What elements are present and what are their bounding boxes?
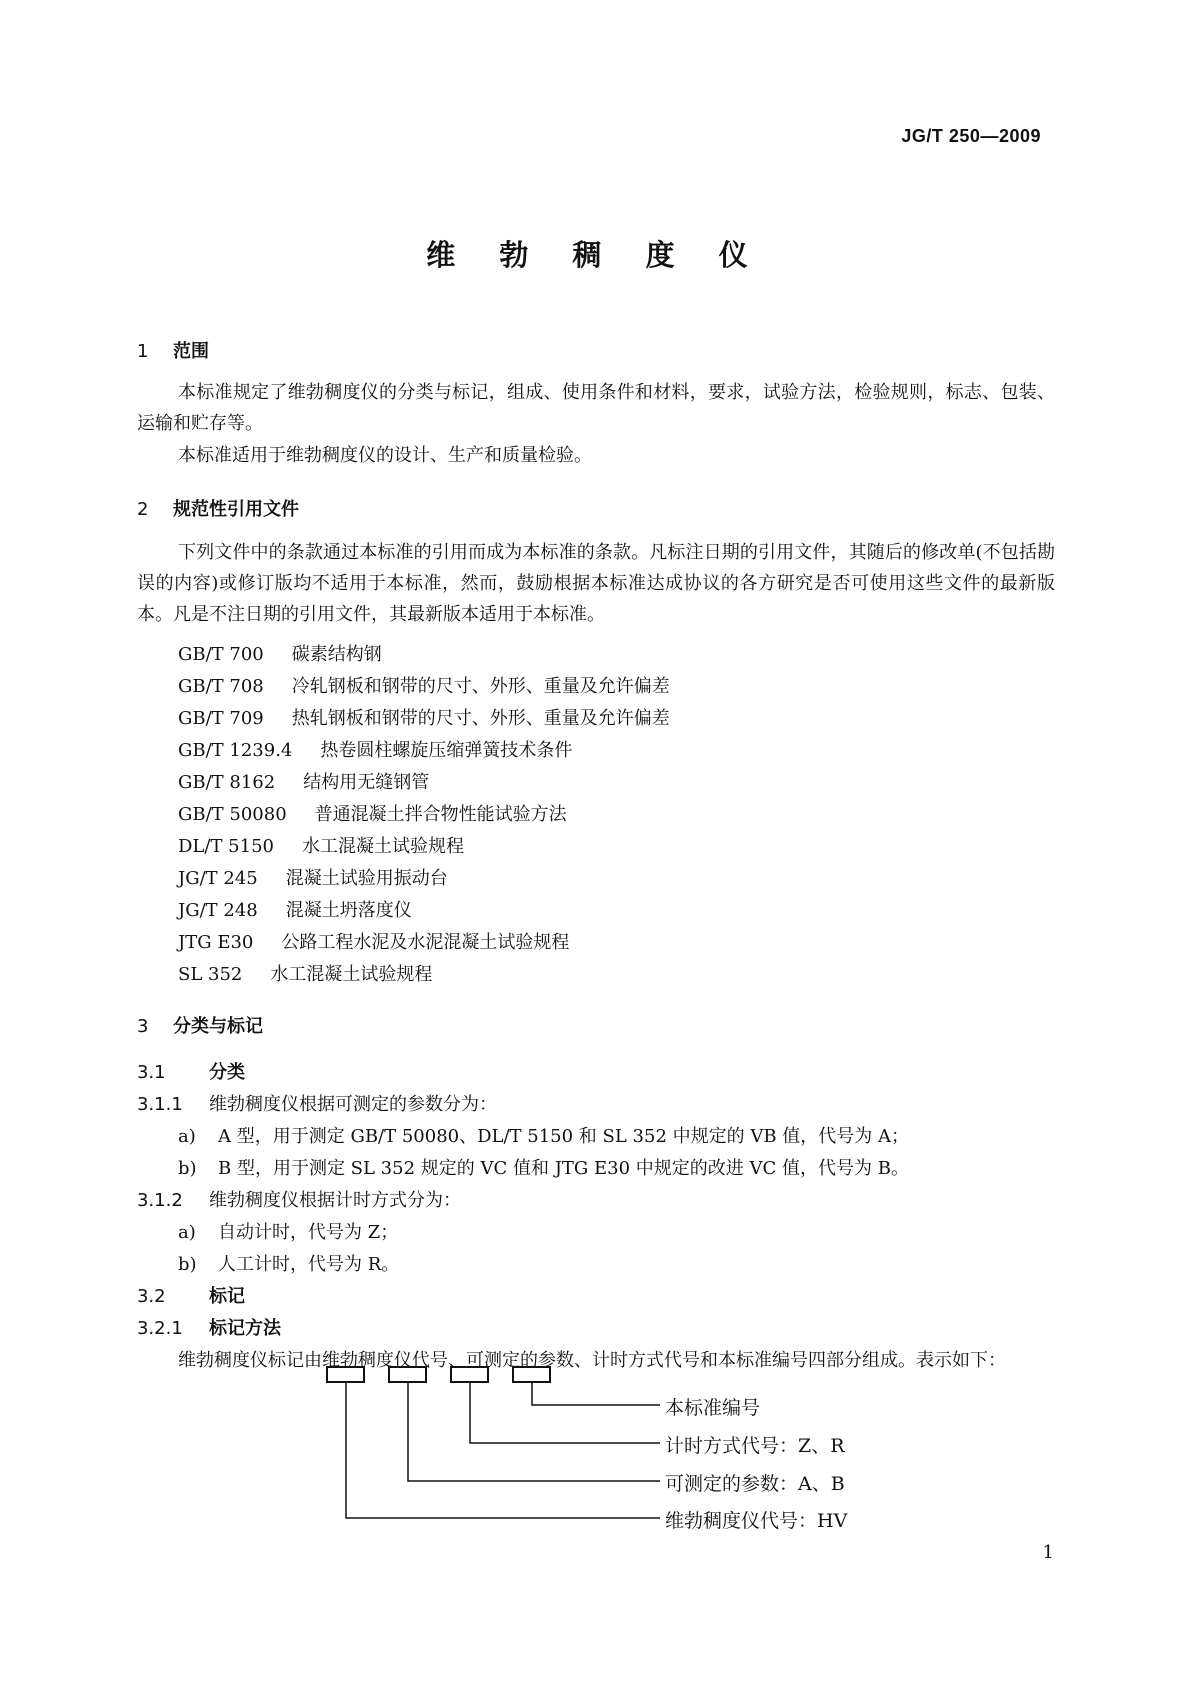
list-label: a)	[178, 1126, 196, 1147]
reference-code: GB/T 700	[178, 644, 264, 665]
clause-number: 3.2.1	[137, 1318, 183, 1339]
subsection-title: 分类	[209, 1062, 245, 1083]
section-title: 规范性引用文件	[173, 499, 299, 520]
leader-line-4	[532, 1382, 660, 1405]
section-2-paragraph: 下列文件中的条款通过本标准的引用而成为本标准的条款。凡标注日期的引用文件，其随后的修改单(不包括勘误的内容)或修订版均不适用于本标准，然而，鼓励根据本标准达成协议的各方研究是否可使用这些文件的最新版本。凡是不注日期的引用文件，其最新版本适用于本标准。	[137, 542, 1055, 625]
code-box-1	[327, 1367, 364, 1382]
clause-text: 维勃稠度仪根据可测定的参数分为：	[209, 1094, 497, 1115]
reference-name: 普通混凝土拌合物性能试验方法	[314, 804, 567, 825]
subsection-title: 标记	[209, 1286, 245, 1307]
page-number: 1	[1042, 1542, 1054, 1563]
list-label: a)	[178, 1222, 196, 1243]
code-box-4	[513, 1367, 550, 1382]
subsection-number: 3.1	[137, 1062, 166, 1083]
reference-code: JTG E30	[178, 932, 254, 953]
marking-description: 维勃稠度仪标记由维勃稠度仪代号、可测定的参数、计时方式代号和本标准编号四部分组成。表示如下：	[178, 1350, 1006, 1371]
section-number: 2	[137, 499, 149, 520]
reference-code: SL 352	[178, 964, 243, 985]
reference-code: GB/T 709	[178, 708, 264, 729]
reference-code: JG/T 248	[178, 900, 258, 921]
clause-text: 维勃稠度仪根据计时方式分为：	[209, 1190, 461, 1211]
leader-line-3	[470, 1382, 660, 1443]
reference-code: JG/T 245	[178, 868, 258, 889]
code-box-3	[451, 1367, 488, 1382]
diagram-label-standard-number: 本标准编号	[665, 1397, 761, 1419]
leader-line-2	[408, 1382, 660, 1481]
reference-code: GB/T 1239.4	[178, 740, 293, 761]
reference-name: 结构用无缝钢管	[303, 772, 430, 793]
reference-code: GB/T 50080	[178, 804, 287, 825]
section-1-paragraph-2: 本标准适用于维勃稠度仪的设计、生产和质量检验。	[178, 445, 592, 466]
clause-title: 标记方法	[209, 1318, 281, 1339]
section-number: 3	[137, 1016, 149, 1037]
list-text: A 型，用于测定 GB/T 50080、DL/T 5150 和 SL 352 中规定的 VB 值，代号为 A；	[218, 1126, 910, 1147]
reference-name: 混凝土试验用振动台	[285, 868, 448, 889]
diagram-label-timing-code: 计时方式代号：Z、R	[665, 1435, 845, 1457]
reference-name: 水工混凝土试验规程	[270, 964, 433, 985]
reference-code: GB/T 8162	[178, 772, 276, 793]
list-label: b)	[178, 1254, 197, 1275]
section-title: 分类与标记	[173, 1016, 263, 1037]
reference-name: 冷轧钢板和钢带的尺寸、外形、重量及允许偏差	[291, 676, 670, 697]
reference-code: DL/T 5150	[178, 836, 274, 857]
diagram-label-parameter: 可测定的参数：A、B	[665, 1473, 845, 1495]
list-text: B 型，用于测定 SL 352 规定的 VC 值和 JTG E30 中规定的改进 VC 值，代号为 B。	[218, 1158, 909, 1179]
list-label: b)	[178, 1158, 197, 1179]
reference-name: 热轧钢板和钢带的尺寸、外形、重量及允许偏差	[291, 708, 670, 729]
reference-name: 热卷圆柱螺旋压缩弹簧技术条件	[320, 740, 573, 761]
reference-name: 水工混凝土试验规程	[302, 836, 464, 857]
reference-name: 碳素结构钢	[291, 644, 382, 665]
reference-code: GB/T 708	[178, 676, 264, 697]
list-text: 人工计时，代号为 R。	[218, 1254, 400, 1275]
code-box-2	[389, 1367, 426, 1382]
list-text: 自动计时，代号为 Z；	[218, 1222, 399, 1243]
diagram-label-device-code: 维勃稠度仪代号：HV	[665, 1510, 848, 1532]
section-1-paragraph-1: 本标准规定了维勃稠度仪的分类与标记，组成、使用条件和材料，要求，试验方法，检验规则，标志、包装、运输和贮存等。	[137, 382, 1055, 434]
subsection-number: 3.2	[137, 1286, 166, 1307]
section-title: 范围	[173, 341, 209, 362]
reference-name: 混凝土坍落度仪	[285, 900, 412, 921]
clause-number: 3.1.1	[137, 1094, 183, 1115]
standard-number: JG/T 250—2009	[901, 126, 1041, 146]
leader-line-1	[346, 1382, 660, 1518]
reference-name: 公路工程水泥及水泥混凝土试验规程	[281, 932, 570, 953]
document-title: 维 勃 稠 度 仪	[426, 238, 765, 272]
clause-number: 3.1.2	[137, 1190, 183, 1211]
section-number: 1	[137, 341, 149, 362]
